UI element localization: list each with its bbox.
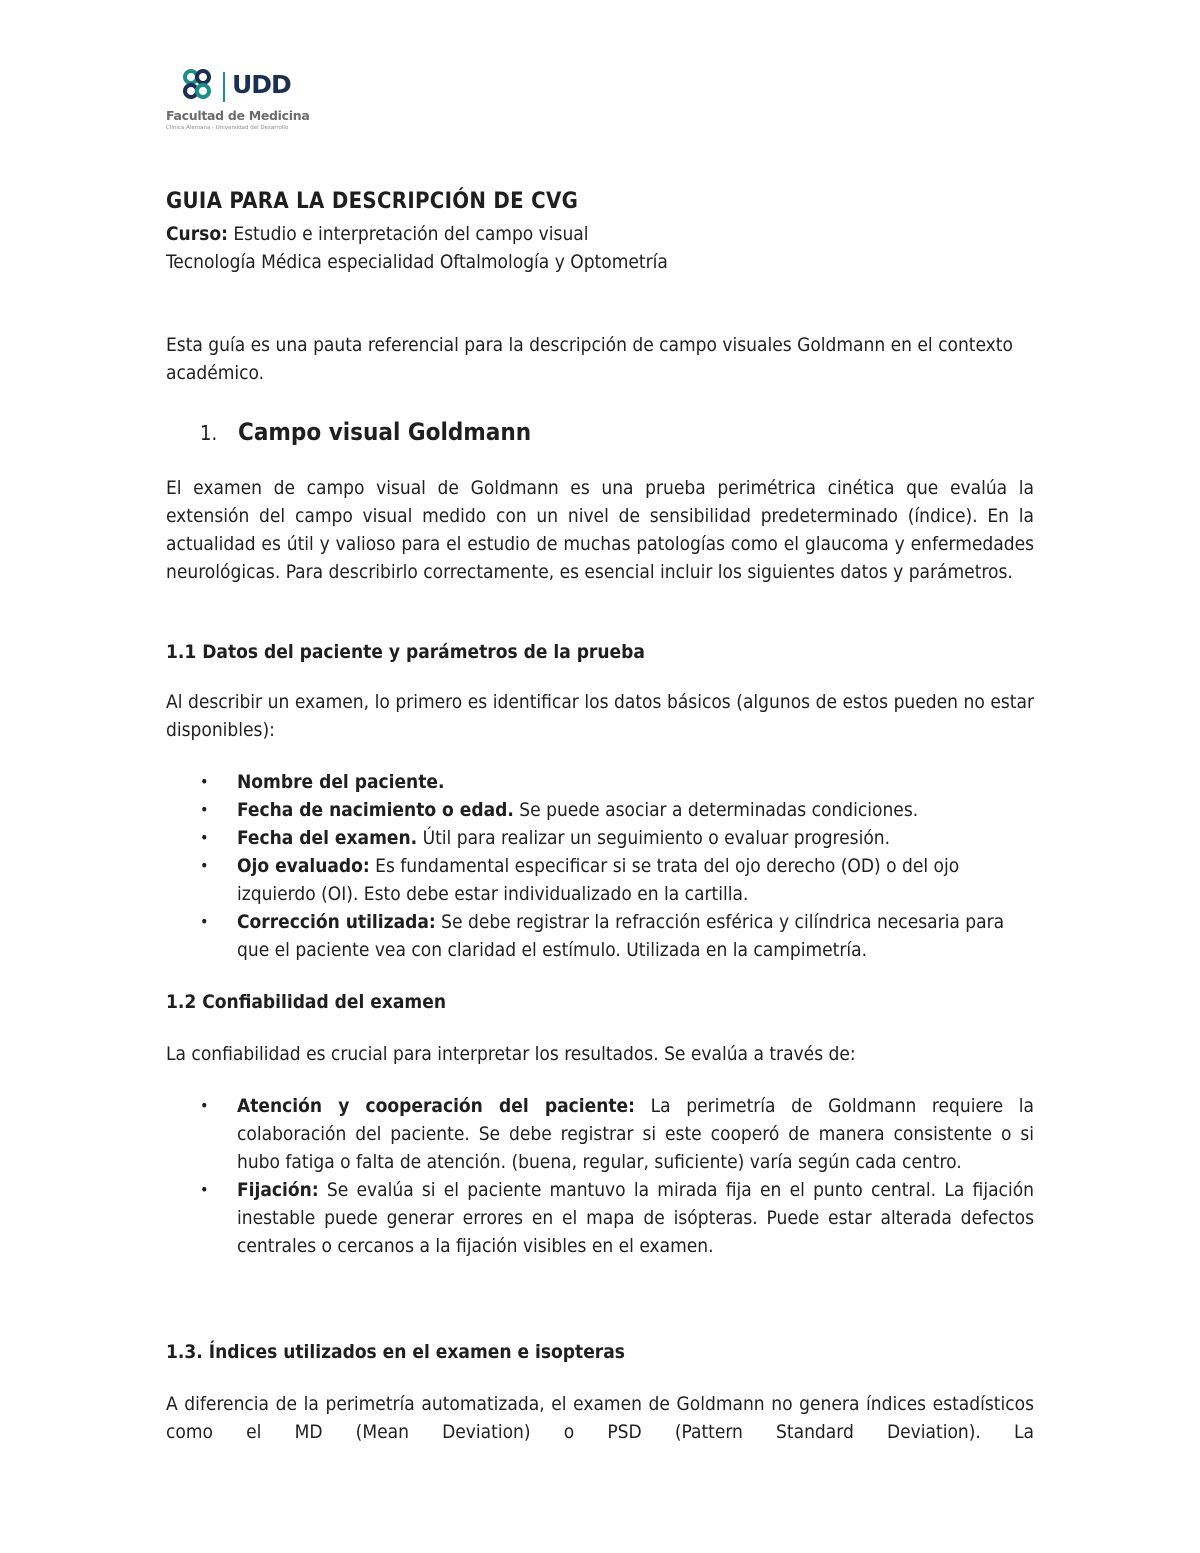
course-label: Curso: (166, 223, 228, 245)
list-item-text: La perimetría de Goldmann requiere la colaboración del paciente. Se debe registrar si este cooperó de manera consistente o si hubo fatiga o falta de atención. (buena, regular, suficiente) varía según cada centro. (237, 1095, 1034, 1173)
bullet-icon: • (200, 800, 209, 819)
medicine-symbol-icon (180, 68, 216, 102)
course-value: Estudio e interpretación del campo visual (227, 223, 589, 245)
section-1-3-heading: 1.3. Índices utilizados en el examen e isopteras (166, 1341, 625, 1363)
list-item-bold: Nombre del paciente. (237, 771, 445, 793)
logo-brand: UDD (232, 70, 291, 99)
program-line: Tecnología Médica especialidad Oftalmología y Optometría (166, 251, 668, 273)
list-item-text: Se puede asociar a determinadas condiciones. (513, 799, 919, 821)
list-item-text: Útil para realizar un seguimiento o evaluar progresión. (417, 827, 891, 849)
list-item-bold: Ojo evaluado: (237, 855, 370, 877)
list-item (166, 1092, 1034, 1176)
list-item-text: Se evalúa si el paciente mantuvo la mirada fija en el punto central. La fijación inestable puede generar errores en el mapa de isópteras. Puede estar alterada defectos centrales o cercanos a la fijación visibles en el examen. (237, 1179, 1034, 1257)
list-item (166, 908, 1034, 964)
list-item (166, 796, 1034, 824)
bullet-icon: • (200, 856, 209, 875)
patient-data-list (166, 768, 1034, 964)
section-1-2-heading: 1.2 Confiabilidad del examen (166, 991, 447, 1013)
course-line (166, 220, 589, 248)
bullet-icon: • (200, 772, 209, 791)
bullet-icon: • (200, 1180, 209, 1199)
list-item-bold: Corrección utilizada: (237, 911, 436, 933)
logo-subtitle: Clínica Alemana - Universidad del Desarrollo (166, 125, 289, 131)
list-item-text: Se debe registrar la refracción esférica y cilíndrica necesaria para que el paciente vea con claridad el estímulo. Utilizada en la campimetría. (237, 911, 1005, 961)
section-1-3-body: A diferencia de la perimetría automatizada, el examen de Goldmann no genera índices estadísticos como el MD (Mean Deviation) o PSD (Pattern Standard Deviation). La (166, 1393, 1034, 1443)
section-1-2-body: La confiabilidad es crucial para interpretar los resultados. Se evalúa a través de: (166, 1043, 856, 1065)
page-title: GUIA PARA LA DESCRIPCIÓN DE CVG (166, 189, 579, 214)
list-item-text: Es fundamental especificar si se trata del ojo derecho (OD) o del ojo izquierdo (OI). Esto debe estar individualizado en la cartilla. (237, 855, 960, 905)
list-item (166, 768, 1034, 796)
bullet-icon: • (200, 828, 209, 847)
udd-logo (166, 68, 310, 138)
section-1-1-heading: 1.1 Datos del paciente y parámetros de la prueba (166, 641, 645, 663)
bullet-icon: • (200, 912, 209, 931)
list-item (166, 1176, 1034, 1260)
list-item-bold: Fecha del examen. (237, 827, 418, 849)
section-1-title: Campo visual Goldmann (238, 418, 532, 446)
logo-divider (223, 72, 225, 102)
section-1-body: El examen de campo visual de Goldmann es una prueba perimétrica cinética que evalúa la extensión del campo visual medido con un nivel de sensibilidad predeterminado (índice). En la actualidad es útil y valioso para el estudio de muchas patologías como el glaucoma y enfermedades neurológicas. Para describirlo correctamente, es esencial incluir los siguientes datos y parámetros. (166, 477, 1034, 583)
intro-paragraph: Esta guía es una pauta referencial para la descripción de campo visuales Goldmann en el contexto académico. (166, 334, 1013, 384)
logo-faculty: Facultad de Medicina (166, 108, 310, 123)
list-item (166, 852, 1034, 908)
list-item-bold: Atención y cooperación del paciente: (237, 1095, 635, 1117)
section-1-heading (200, 418, 531, 446)
list-item-bold: Fecha de nacimiento o edad. (237, 799, 514, 821)
list-item (166, 824, 1034, 852)
section-1-1-body: Al describir un examen, lo primero es identificar los datos básicos (algunos de estos pueden no estar disponibles): (166, 691, 1034, 741)
bullet-icon: • (200, 1096, 209, 1115)
list-item-bold: Fijación: (237, 1179, 319, 1201)
section-1-number: 1. (200, 421, 218, 445)
reliability-list (166, 1092, 1034, 1260)
